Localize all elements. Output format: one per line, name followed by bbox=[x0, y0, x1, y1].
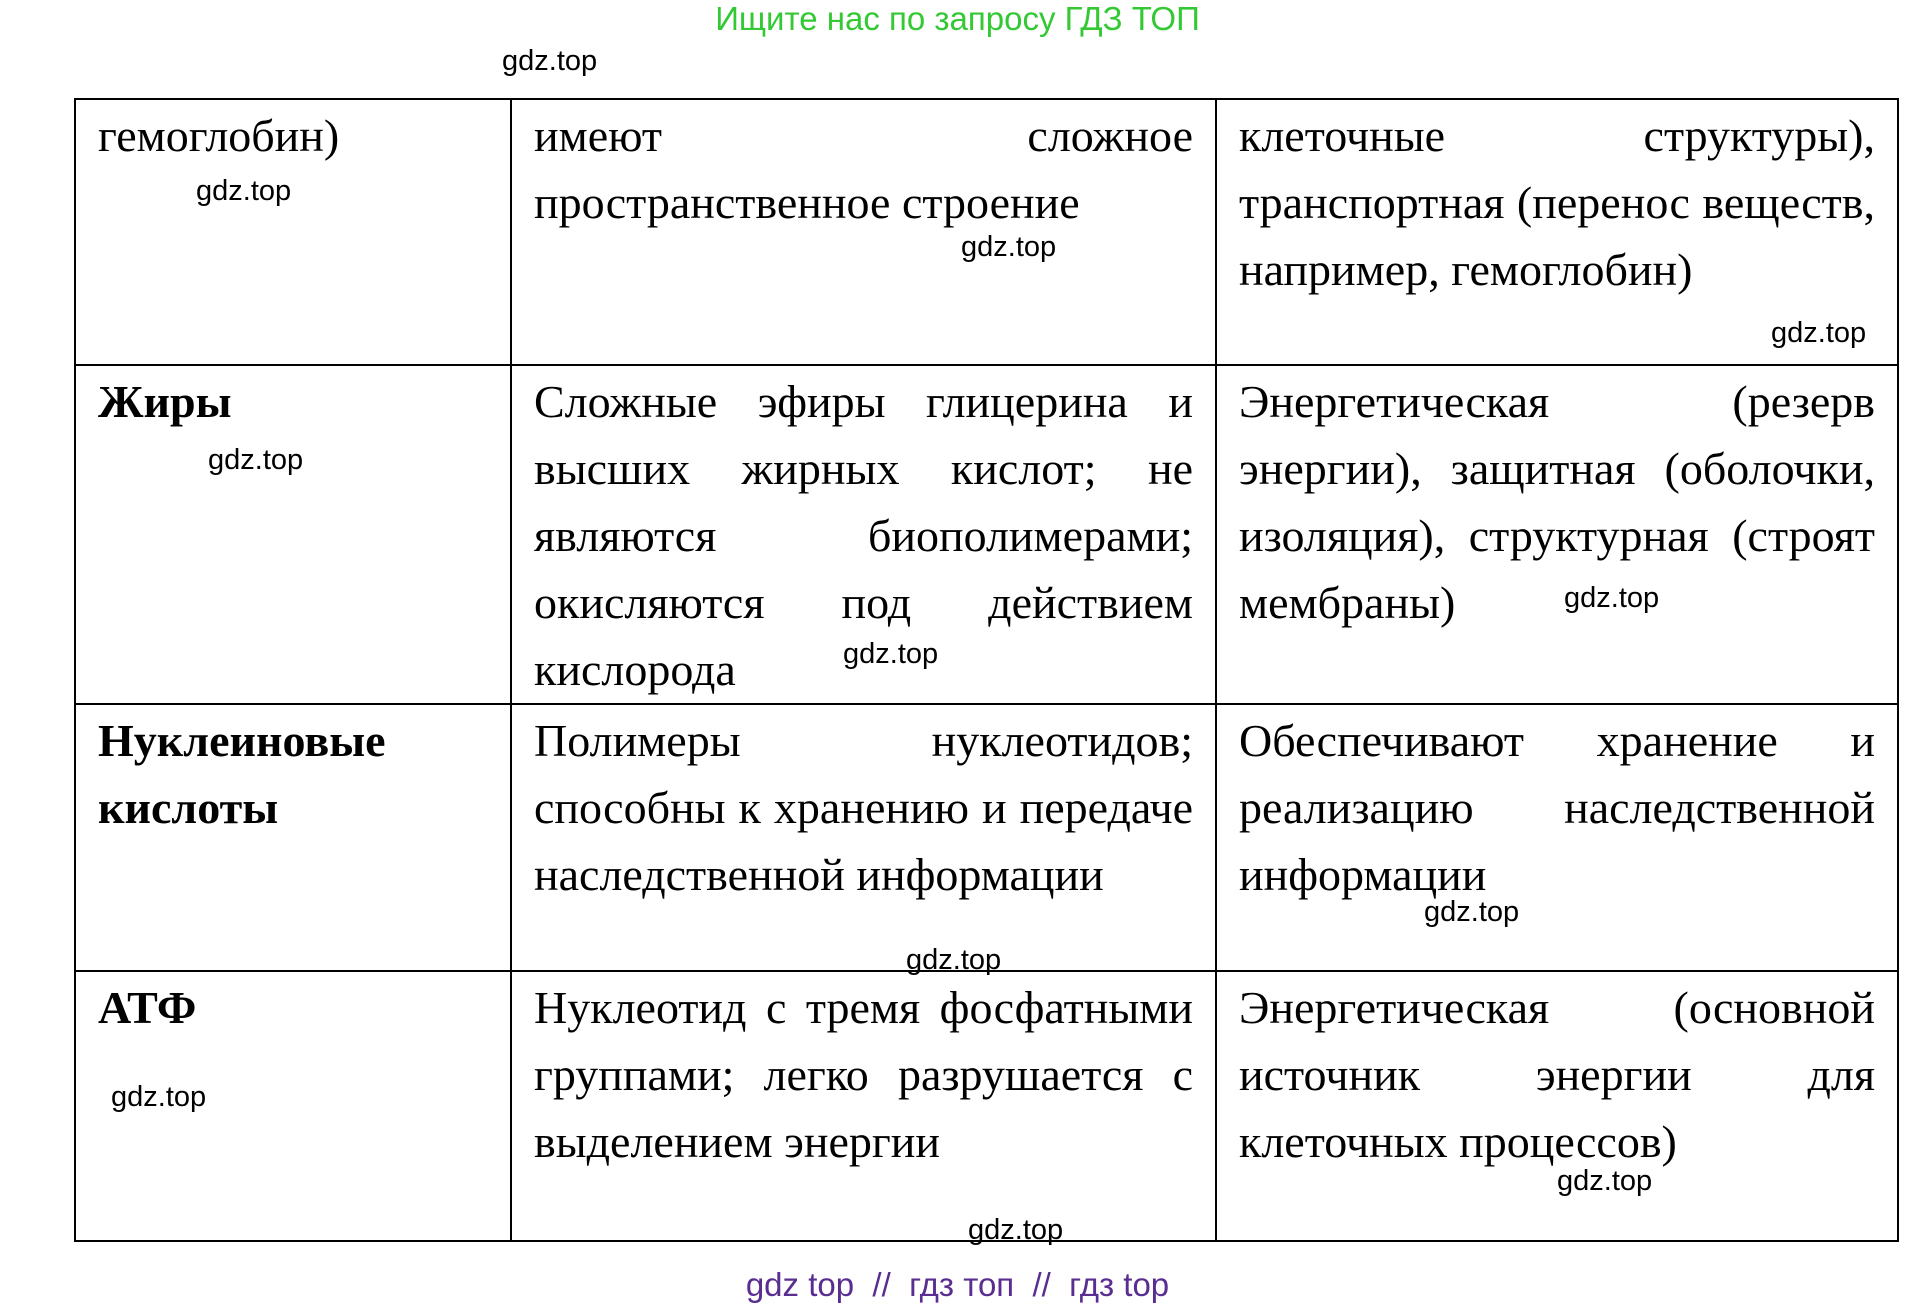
substance-name-cell bbox=[75, 704, 511, 971]
properties-text: Сложные эфиры глицерина и высших жирных кислот; не являются биополимерами; окисляются под действием кислорода bbox=[534, 376, 1193, 695]
functions-cell bbox=[1216, 704, 1898, 971]
watermark: gdz.top bbox=[1564, 582, 1660, 614]
watermark: gdz.top bbox=[961, 231, 1057, 263]
biopolymers-table bbox=[74, 98, 1899, 1242]
watermark: gdz.top bbox=[843, 638, 939, 670]
substance-name: гемоглобин) bbox=[98, 110, 340, 161]
table-row bbox=[75, 365, 1898, 704]
watermark: gdz.top bbox=[208, 444, 304, 476]
functions-cell bbox=[1216, 365, 1898, 704]
watermark: gdz.top bbox=[1424, 896, 1520, 928]
properties-cell bbox=[511, 99, 1216, 365]
footer-links: gdz top // гдз топ // гдз top bbox=[745, 1266, 1170, 1303]
substance-name: Жиры bbox=[98, 376, 232, 427]
substance-name-cell bbox=[75, 365, 511, 704]
functions-text: Обеспечивают хранение и реализацию наследственной информации bbox=[1239, 715, 1875, 900]
table-row bbox=[75, 704, 1898, 971]
search-hint: Ищите нас по запросу ГДЗ ТОП bbox=[715, 0, 1200, 37]
properties-text: Полимеры нуклеотидов; способны к хранению и передаче наследственной информации bbox=[534, 715, 1193, 900]
functions-cell bbox=[1216, 971, 1898, 1241]
substance-name-cell bbox=[75, 99, 511, 365]
watermark: gdz.top bbox=[968, 1214, 1064, 1246]
functions-text: Энергетическая (резерв энергии), защитная (оболочки, изоляция), структурная (строят мембраны) bbox=[1239, 376, 1875, 628]
substance-name: АТФ bbox=[98, 982, 197, 1033]
watermark: gdz.top bbox=[196, 175, 292, 207]
functions-text: Энергетическая (основной источник энергии для клеточных процессов) bbox=[1239, 982, 1875, 1167]
watermark: gdz.top bbox=[906, 944, 1002, 976]
watermark: gdz.top bbox=[111, 1081, 207, 1113]
watermark: gdz.top bbox=[502, 45, 598, 77]
functions-text: клеточные структуры), транспортная (перенос веществ, например, гемоглобин) bbox=[1239, 110, 1875, 295]
substance-name: Нуклеиновые кислоты bbox=[98, 715, 386, 833]
properties-cell bbox=[511, 704, 1216, 971]
properties-text: имеют сложное пространственное строение bbox=[534, 110, 1193, 228]
watermark: gdz.top bbox=[1557, 1165, 1653, 1197]
table-row bbox=[75, 971, 1898, 1241]
properties-text: Нуклеотид с тремя фосфатными группами; легко разрушается с выделением энергии bbox=[534, 982, 1193, 1167]
properties-cell bbox=[511, 971, 1216, 1241]
watermark: gdz.top bbox=[1771, 317, 1867, 349]
